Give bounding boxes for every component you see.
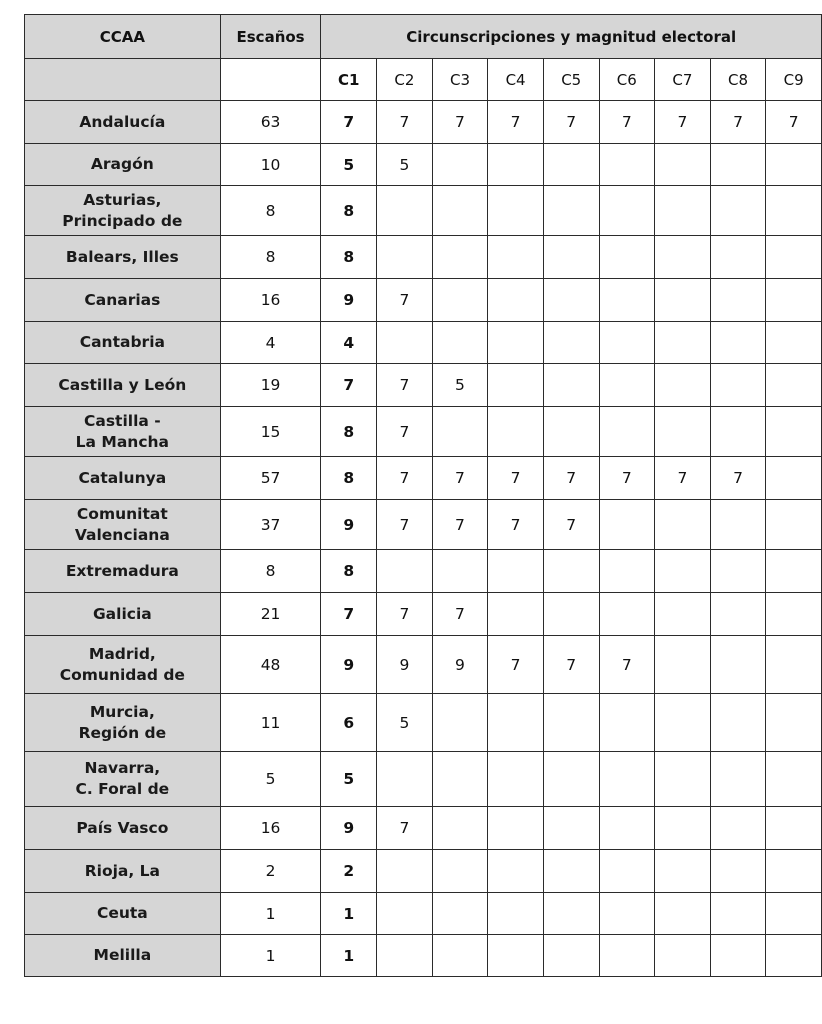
table-row [25,593,822,636]
district-magnitude-cell [599,279,655,322]
district-magnitude-cell [766,407,822,457]
district-magnitude-cell [766,364,822,407]
table-row [25,236,822,279]
district-magnitude-cell: 9 [321,500,377,550]
district-magnitude-cell [543,752,599,807]
district-magnitude-cell [710,144,766,186]
district-magnitude-cell [599,144,655,186]
district-magnitude-cell: 2 [321,850,377,893]
district-magnitude-cell [599,694,655,752]
district-magnitude-cell [599,893,655,935]
region-name: Castilla y León [25,364,221,407]
district-magnitude-cell: 9 [432,636,488,694]
district-magnitude-cell: 7 [710,457,766,500]
district-magnitude-cell [432,935,488,977]
seats-table [24,14,822,977]
district-magnitude-cell: 7 [599,636,655,694]
district-magnitude-cell [543,694,599,752]
district-magnitude-cell [655,752,711,807]
district-magnitude-cell [599,407,655,457]
district-magnitude-cell [599,935,655,977]
district-magnitude-cell [488,593,544,636]
table-row [25,752,822,807]
region-name: Comunitat Valenciana [25,500,221,550]
district-label: C8 [710,59,766,101]
seats-value: 1 [220,893,321,935]
district-magnitude-cell [710,236,766,279]
district-magnitude-cell [432,407,488,457]
seats-value: 5 [220,752,321,807]
district-magnitude-cell: 7 [432,593,488,636]
district-magnitude-cell [766,893,822,935]
district-magnitude-cell: 7 [377,407,433,457]
district-magnitude-cell: 7 [432,457,488,500]
district-magnitude-cell: 5 [321,144,377,186]
district-label: C3 [432,59,488,101]
district-magnitude-cell [766,807,822,850]
district-magnitude-cell [432,186,488,236]
district-magnitude-cell [488,236,544,279]
district-magnitude-cell [710,752,766,807]
district-magnitude-cell [432,144,488,186]
district-magnitude-cell [655,593,711,636]
district-magnitude-cell [543,364,599,407]
district-magnitude-cell [710,593,766,636]
district-magnitude-cell: 1 [321,893,377,935]
district-magnitude-cell: 7 [432,500,488,550]
district-magnitude-cell [766,850,822,893]
district-magnitude-cell: 7 [599,101,655,144]
district-magnitude-cell: 7 [377,593,433,636]
district-magnitude-cell [488,364,544,407]
district-magnitude-cell [766,935,822,977]
district-magnitude-cell [655,186,711,236]
district-magnitude-cell [488,279,544,322]
district-magnitude-cell [377,752,433,807]
district-label: C6 [599,59,655,101]
district-magnitude-cell [543,935,599,977]
district-magnitude-cell [377,322,433,364]
seats-value: 63 [220,101,321,144]
seats-value: 15 [220,407,321,457]
district-magnitude-cell: 7 [488,500,544,550]
district-magnitude-cell: 7 [321,593,377,636]
table-row [25,279,822,322]
region-name: Asturias, Principado de [25,186,221,236]
table-row [25,322,822,364]
district-magnitude-cell [710,500,766,550]
header-districts: Circunscripciones y magnitud electoral [321,15,822,59]
district-magnitude-cell: 7 [377,364,433,407]
seats-value: 37 [220,500,321,550]
header-seats: Escaños [220,15,321,59]
seats-value: 1 [220,935,321,977]
district-magnitude-cell: 7 [655,101,711,144]
district-magnitude-cell: 5 [432,364,488,407]
district-magnitude-cell [655,407,711,457]
district-magnitude-cell [599,850,655,893]
district-magnitude-cell [432,279,488,322]
district-magnitude-cell [377,236,433,279]
district-magnitude-cell [655,807,711,850]
district-magnitude-cell [599,807,655,850]
district-magnitude-cell [655,144,711,186]
district-magnitude-cell [710,850,766,893]
district-magnitude-cell [655,636,711,694]
district-magnitude-cell [599,236,655,279]
district-magnitude-cell [488,144,544,186]
district-magnitude-cell: 8 [321,407,377,457]
region-name: Aragón [25,144,221,186]
district-magnitude-cell [710,364,766,407]
seats-value: 11 [220,694,321,752]
district-magnitude-cell [377,186,433,236]
district-magnitude-cell [710,186,766,236]
district-magnitude-cell [655,550,711,593]
district-magnitude-cell [766,694,822,752]
district-magnitude-cell: 8 [321,550,377,593]
district-magnitude-cell [543,850,599,893]
district-magnitude-cell [655,935,711,977]
district-magnitude-cell: 8 [321,457,377,500]
district-magnitude-cell [599,322,655,364]
table-row [25,101,822,144]
district-magnitude-cell: 5 [377,694,433,752]
district-magnitude-cell: 4 [321,322,377,364]
table-row [25,364,822,407]
district-magnitude-cell [710,694,766,752]
region-name: Melilla [25,935,221,977]
district-label: C4 [488,59,544,101]
district-magnitude-cell [655,500,711,550]
district-magnitude-cell: 6 [321,694,377,752]
district-magnitude-cell: 9 [377,636,433,694]
district-magnitude-cell: 7 [377,101,433,144]
region-name: Canarias [25,279,221,322]
table-row [25,935,822,977]
table-row [25,407,822,457]
district-magnitude-cell [710,807,766,850]
table-row [25,807,822,850]
district-magnitude-cell [488,186,544,236]
district-magnitude-cell [488,694,544,752]
seats-value: 16 [220,279,321,322]
district-label: C1 [321,59,377,101]
district-magnitude-cell [488,322,544,364]
district-magnitude-cell: 8 [321,186,377,236]
district-magnitude-cell: 9 [321,279,377,322]
region-name: Andalucía [25,101,221,144]
district-magnitude-cell [655,279,711,322]
district-label: C7 [655,59,711,101]
subheader-row [25,59,822,101]
district-magnitude-cell [599,550,655,593]
table-row [25,636,822,694]
region-name: Navarra, C. Foral de [25,752,221,807]
district-magnitude-cell [432,893,488,935]
district-magnitude-cell [543,807,599,850]
table-row [25,850,822,893]
seats-value: 16 [220,807,321,850]
district-magnitude-cell: 7 [543,500,599,550]
seats-value: 8 [220,236,321,279]
district-magnitude-cell [766,457,822,500]
district-label: C9 [766,59,822,101]
district-magnitude-cell [710,550,766,593]
district-magnitude-cell [599,186,655,236]
district-magnitude-cell: 7 [543,101,599,144]
district-magnitude-cell [488,893,544,935]
district-magnitude-cell: 7 [321,364,377,407]
region-name: Rioja, La [25,850,221,893]
district-magnitude-cell [766,279,822,322]
seats-value: 4 [220,322,321,364]
district-magnitude-cell [655,850,711,893]
region-name: Ceuta [25,893,221,935]
district-magnitude-cell: 7 [488,101,544,144]
table-row [25,144,822,186]
district-magnitude-cell [655,694,711,752]
district-magnitude-cell [543,407,599,457]
district-magnitude-cell [766,186,822,236]
district-magnitude-cell [488,407,544,457]
district-magnitude-cell [432,694,488,752]
district-magnitude-cell [377,550,433,593]
district-magnitude-cell: 7 [766,101,822,144]
district-magnitude-cell [655,893,711,935]
district-magnitude-cell [710,322,766,364]
district-magnitude-cell: 1 [321,935,377,977]
table-row [25,694,822,752]
district-magnitude-cell: 9 [321,807,377,850]
region-name: Cantabria [25,322,221,364]
seats-value: 2 [220,850,321,893]
district-magnitude-cell [432,322,488,364]
district-magnitude-cell [377,935,433,977]
district-magnitude-cell [543,236,599,279]
district-magnitude-cell [655,364,711,407]
seats-value: 21 [220,593,321,636]
district-magnitude-cell: 5 [377,144,433,186]
district-magnitude-cell [710,407,766,457]
table-row [25,186,822,236]
region-name: País Vasco [25,807,221,850]
district-magnitude-cell: 7 [543,636,599,694]
district-magnitude-cell [488,935,544,977]
seats-value: 8 [220,550,321,593]
district-magnitude-cell [432,236,488,279]
district-magnitude-cell: 7 [488,457,544,500]
district-magnitude-cell [766,752,822,807]
district-magnitude-cell: 7 [710,101,766,144]
subheader-blank [25,59,221,101]
district-magnitude-cell: 7 [377,457,433,500]
header-row [25,15,822,59]
table-row [25,500,822,550]
seats-value: 19 [220,364,321,407]
seats-value: 48 [220,636,321,694]
district-magnitude-cell [599,593,655,636]
district-magnitude-cell [488,550,544,593]
district-magnitude-cell [543,893,599,935]
district-magnitude-cell [432,850,488,893]
seats-value: 57 [220,457,321,500]
district-magnitude-cell [377,893,433,935]
district-magnitude-cell: 7 [377,279,433,322]
district-magnitude-cell: 7 [599,457,655,500]
table-row [25,893,822,935]
district-magnitude-cell [710,893,766,935]
district-magnitude-cell: 9 [321,636,377,694]
district-magnitude-cell [710,279,766,322]
district-magnitude-cell: 7 [321,101,377,144]
region-name: Extremadura [25,550,221,593]
district-magnitude-cell [432,550,488,593]
district-magnitude-cell [432,807,488,850]
district-magnitude-cell [655,236,711,279]
district-magnitude-cell [488,752,544,807]
district-magnitude-cell [377,850,433,893]
table-row [25,550,822,593]
district-magnitude-cell [766,322,822,364]
district-magnitude-cell [543,186,599,236]
district-magnitude-cell: 7 [377,500,433,550]
district-magnitude-cell [599,500,655,550]
district-magnitude-cell [766,236,822,279]
district-magnitude-cell [543,550,599,593]
district-magnitude-cell: 7 [432,101,488,144]
district-magnitude-cell [655,322,711,364]
district-magnitude-cell [432,752,488,807]
district-magnitude-cell: 5 [321,752,377,807]
table-row [25,457,822,500]
district-label: C5 [543,59,599,101]
district-magnitude-cell [488,807,544,850]
district-magnitude-cell: 7 [488,636,544,694]
district-magnitude-cell [710,935,766,977]
seats-value: 10 [220,144,321,186]
district-magnitude-cell: 7 [655,457,711,500]
district-magnitude-cell: 7 [543,457,599,500]
district-magnitude-cell [599,752,655,807]
region-name: Murcia, Región de [25,694,221,752]
district-magnitude-cell [543,144,599,186]
district-magnitude-cell [766,593,822,636]
district-magnitude-cell [766,500,822,550]
district-magnitude-cell [710,636,766,694]
region-name: Madrid, Comunidad de [25,636,221,694]
district-magnitude-cell: 8 [321,236,377,279]
district-magnitude-cell [488,850,544,893]
region-name: Catalunya [25,457,221,500]
district-magnitude-cell [599,364,655,407]
region-name: Castilla - La Mancha [25,407,221,457]
district-magnitude-cell [766,550,822,593]
subheader-seats-blank [220,59,321,101]
district-magnitude-cell [543,593,599,636]
district-label: C2 [377,59,433,101]
district-magnitude-cell [766,144,822,186]
region-name: Balears, Illes [25,236,221,279]
district-magnitude-cell [543,279,599,322]
district-magnitude-cell [766,636,822,694]
district-magnitude-cell: 7 [377,807,433,850]
region-name: Galicia [25,593,221,636]
seats-value: 8 [220,186,321,236]
header-ccaa: CCAA [25,15,221,59]
district-magnitude-cell [543,322,599,364]
